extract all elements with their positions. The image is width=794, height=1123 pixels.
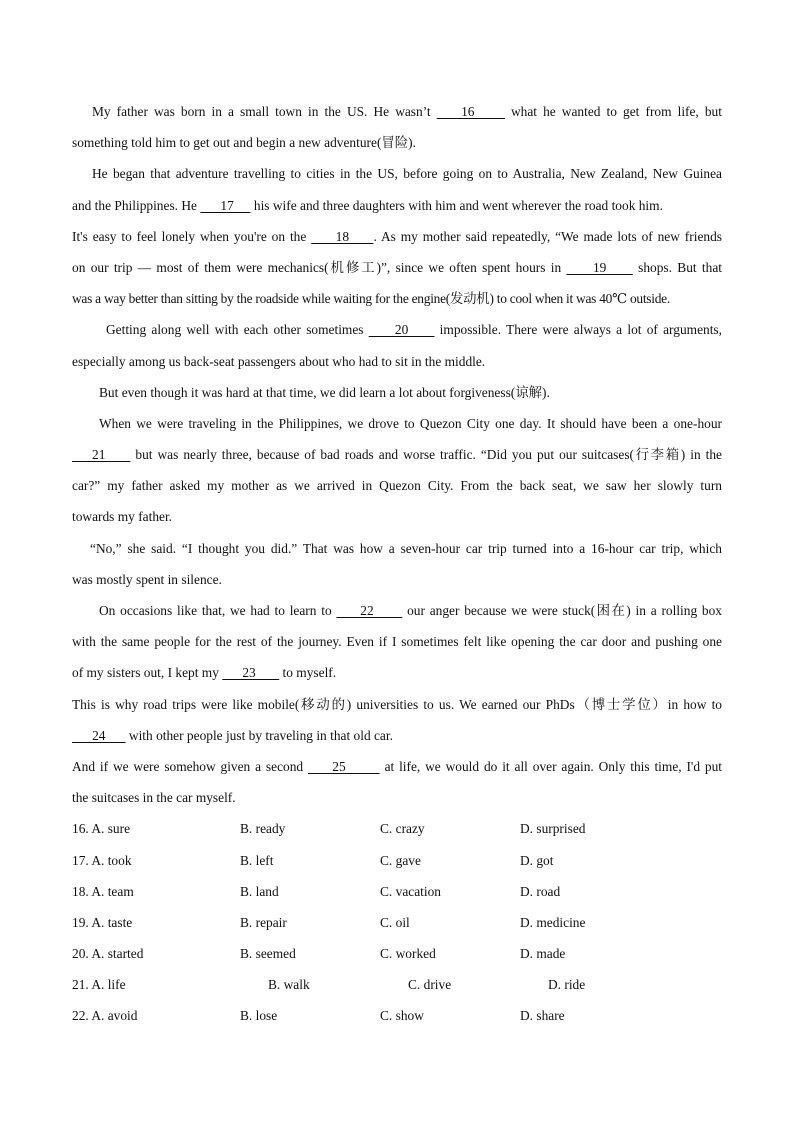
blank-22: 22 xyxy=(336,603,403,618)
question-list xyxy=(72,813,722,1031)
text: impossible. There were always a lot of arguments, xyxy=(434,322,722,338)
passage-line xyxy=(72,657,722,688)
option-d: D. ride xyxy=(548,977,586,993)
blank-21: 21 xyxy=(72,447,131,463)
passage-line xyxy=(72,96,722,127)
passage-line xyxy=(72,595,722,626)
option-b: B. left xyxy=(240,852,274,868)
passage-line: towards my father. xyxy=(72,509,173,525)
passage-line: But even though it was hard at that time, we did learn a lot about forgiveness(谅解). xyxy=(99,384,550,400)
question-number-option-a: 16. A. sure xyxy=(72,821,131,837)
option-c: C. crazy xyxy=(380,821,425,837)
text: and the Philippines. He xyxy=(72,197,201,213)
passage-line: something told him to get out and begin a new adventure(冒险). xyxy=(72,135,416,151)
text: but was nearly three, because of bad roads and worse traffic. “Did you put our suitcases(行李箱) in the xyxy=(130,447,722,463)
option-b: B. land xyxy=(240,883,279,899)
text: Getting along well with each other sometimes xyxy=(106,322,369,338)
blank-23: 23 xyxy=(222,665,280,681)
question-20 xyxy=(72,938,722,969)
passage-line xyxy=(72,221,722,252)
question-number-option-a: 19. A. taste xyxy=(72,914,133,930)
question-18 xyxy=(72,876,722,907)
blank-16: 16 xyxy=(436,104,505,119)
option-d: D. share xyxy=(520,1008,565,1024)
text: what he wanted to get from life, but xyxy=(504,104,722,119)
option-b: B. lose xyxy=(240,1008,278,1024)
blank-19: 19 xyxy=(566,259,633,275)
option-b: B. seemed xyxy=(240,946,296,962)
text: And if we were somehow given a second xyxy=(72,758,308,774)
text: My father was born in a small town in the US. He wasn’t xyxy=(92,104,437,119)
question-16 xyxy=(72,813,722,844)
passage-line: was a way better than sitting by the roadside while waiting for the engine(发动机) to cool when it was 40℃ outside. xyxy=(72,291,670,307)
passage-line xyxy=(72,439,722,470)
passage-line: especially among us back-seat passengers about who had to sit in the middle. xyxy=(72,353,486,369)
passage-line: with the same people for the rest of the journey. Even if I sometimes felt like opening the car door and pushing one xyxy=(72,634,722,650)
option-b: B. walk xyxy=(268,977,310,993)
question-number-option-a: 18. A. team xyxy=(72,883,134,899)
question-21 xyxy=(72,969,722,1000)
option-c: C. show xyxy=(380,1008,424,1024)
passage-line: When we were traveling in the Philippines, we drove to Quezon City one day. It should have been a one-hour xyxy=(99,415,722,431)
text: to myself. xyxy=(279,665,337,681)
passage-line xyxy=(72,720,722,751)
passage-line xyxy=(72,751,722,782)
text: his wife and three daughters with him and went wherever the road took him. xyxy=(250,197,663,213)
blank-24: 24 xyxy=(72,727,126,743)
option-c: C. oil xyxy=(380,914,410,930)
question-17 xyxy=(72,845,722,876)
text: On occasions like that, we had to learn to xyxy=(99,603,337,618)
passage-line: the suitcases in the car myself. xyxy=(72,790,236,806)
blank-25: 25 xyxy=(307,758,380,774)
option-d: D. road xyxy=(520,883,561,899)
question-number-option-a: 20. A. started xyxy=(72,946,144,962)
passage-line xyxy=(72,314,722,345)
passage-line xyxy=(72,190,722,221)
passage-line: was mostly spent in silence. xyxy=(72,571,222,587)
option-c: C. worked xyxy=(380,946,436,962)
passage-line: He began that adventure travelling to cities in the US, before going on to Australia, New Zealand, New Guinea xyxy=(92,166,722,182)
passage-line: “No,” she said. “I thought you did.” That was how a seven-hour car trip turned into a 16-hour car trip, which xyxy=(90,540,722,556)
option-b: B. ready xyxy=(240,821,286,837)
question-number-option-a: 22. A. avoid xyxy=(72,1008,138,1024)
option-d: D. medicine xyxy=(520,914,586,930)
text: . As my mother said repeatedly, “We made lots of new friends xyxy=(373,228,722,244)
option-b: B. repair xyxy=(240,914,287,930)
blank-17: 17 xyxy=(200,197,251,213)
question-number-option-a: 21. A. life xyxy=(72,977,126,993)
option-d: D. got xyxy=(520,852,554,868)
blank-20: 20 xyxy=(368,322,435,338)
passage-line: car?” my father asked my mother as we arrived in Quezon City. From the back seat, we saw her slowly turn xyxy=(72,478,722,494)
text: at life, we would do it all over again. Only this time, I'd put xyxy=(379,758,723,774)
text: shops. But that xyxy=(632,259,723,275)
cloze-passage xyxy=(72,96,722,1032)
text: of my sisters out, I kept my xyxy=(72,665,223,681)
option-c: C. gave xyxy=(380,852,421,868)
option-d: D. surprised xyxy=(520,821,586,837)
question-19 xyxy=(72,907,722,938)
question-number-option-a: 17. A. took xyxy=(72,852,132,868)
option-d: D. made xyxy=(520,946,566,962)
text: on our trip — most of them were mechanics(机修工)”, since we often spent hours in xyxy=(72,259,567,275)
text: with other people just by traveling in that old car. xyxy=(125,727,393,743)
text: our anger because we were stuck(困在) in a rolling box xyxy=(402,603,723,618)
passage-line: This is why road trips were like mobile(移动的) universities to us. We earned our PhDs（博士学位）in how to xyxy=(72,696,722,712)
option-c: C. vacation xyxy=(380,883,441,899)
text: It's easy to feel lonely when you're on the xyxy=(72,228,312,244)
question-22 xyxy=(72,1000,722,1031)
blank-18: 18 xyxy=(311,228,374,244)
option-c: C. drive xyxy=(408,977,452,993)
passage-line xyxy=(72,252,722,283)
